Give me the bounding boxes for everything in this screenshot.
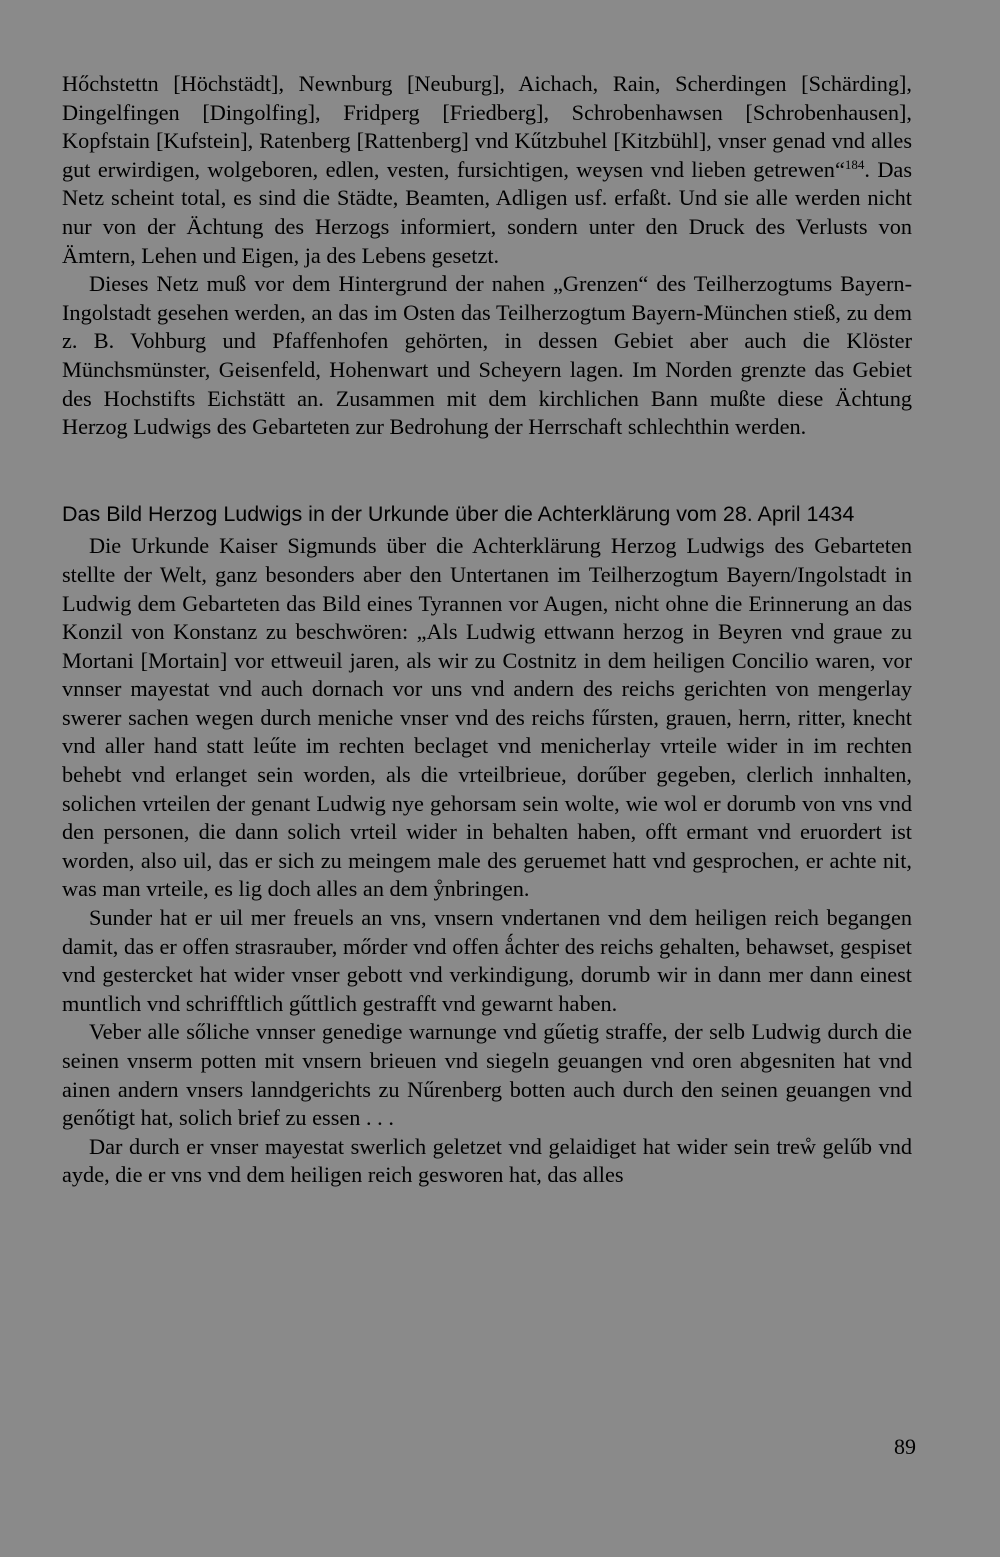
paragraph-6: Dar durch er vnser mayestat swerlich geletzet vnd gelaidiget hat wider sein treẘ gelűb vnd ayde, die er vns vnd dem heiligen reich gesworen hat, das alles — [62, 1133, 912, 1188]
paragraph-2: Dieses Netz muß vor dem Hintergrund der nahen „Grenzen“ des Teilherzogtums Bayern-Ingolstadt gesehen werden, an das im Osten das Teilherzogtum Bayern-München stieß, zu dem z. B. Vohburg und Pfaffenhofen gehörten, in dessen Gebiet aber auch die Klöster Münchsmünster, Geisenfeld, Hohenwart und Scheyern lagen. Im Norden grenzte das Gebiet des Hochstifts Eichstätt an. Zusammen mit dem kirchlichen Bann mußte diese Ächtung Herzog Ludwigs des Gebarteten zur Bedrohung der Herrschaft schlechthin werden. — [62, 271, 912, 440]
section-heading: Das Bild Herzog Ludwigs in der Urkunde über die Achterklärung vom 28. April 1434 — [62, 501, 855, 526]
paragraph-5: Veber alle sőliche vnnser genedige warnunge vnd gűetig straffe, der selb Ludwig durch die seinen vnserm potten mit vnsern brieuen vnd siegeln geuangen vnd oren abgesniten hat vnd ainen andern vnsers lanndgerichts zu Nűrenberg botten auch durch den seinen geuangen vnd genőtigt hat, solich brief zu essen . . . — [62, 1019, 912, 1131]
paragraph-1 — [62, 70, 912, 270]
paragraph-4: Sunder hat er uil mer freuels an vns, vnsern vndertanen vnd dem heiligen reich begangen damit, das er offen strasrauber, mőrder vnd offen ǻchter des reichs gehalten, behawset, gespiset vnd gestercket hat wider vnser gebott vnd verkindigung, dorumb wir in dann mer dann einest muntlich vnd schrifftlich gűttlich gestrafft vnd gewarnt haben. — [62, 905, 912, 1016]
paragraph-3: Die Urkunde Kaiser Sigmunds über die Achterklärung Herzog Ludwigs des Gebarteten stellte der Welt, ganz besonders aber den Untertanen im Teilherzogtum Bayern/Ingolstadt in Ludwig dem Gebarteten das Bild eines Tyrannen vor Augen, nicht ohne die Erinnerung an das Konzil von Konstanz zu beschwören: „Als Ludwig ettwann herzog in Beyren vnd graue zu Mortani [Mortain] vor ettweuil jaren, als wir zu Costnitz in dem heiligen Concilio waren, vor vnnser mayestat vnd auch dornach vor uns vnd andern des reichs gerichten von mengerlay swerer sachen wegen durch meniche vnser vnd des reichs fűrsten, grauen, herrn, ritter, knecht vnd aller hand statt leűte im rechten beclaget vnd menicherlay vrteile wider in im rechten behebt vnd erlanget sein worden, als die vrteilbrieue, dorűber gegeben, clerlich innhalten, solichen vrteilen der genant Ludwig nye gehorsam sein wolte, wie wol er dorumb von vns vnd den personen, die dann solich vrteil wider in behalten haben, offt ermant vnd eruordert ist worden, also uil, das er sich zu meingem male des geruemet hatt vnd gesprochen, er achte nit, was man vrteile, es lig doch alles an dem ẙnbringen. — [62, 533, 912, 902]
footnote-marker: 184 — [844, 156, 865, 172]
paragraph-1-rest: . Das Netz scheint total, es sind die Städte, Beamten, Adligen usf. erfaßt. Und sie alle werden nicht nur von der Ächtung des Herzogs informiert, sondern unter den Druck des Verlusts von Ämtern, Lehen und Eigen, ja des Lebens gesetzt. — [62, 156, 912, 268]
paragraph-1-text: Hőchstettn [Höchstädt], Newnburg [Neuburg], Aichach, Rain, Scherdingen [Schärding], Dingelfingen [Dingolfing], Fridperg [Friedberg], Schrobenhawsen [Schrobenhausen], Kopfstain [Kufstein], Ratenberg [Rattenberg] vnd Kűtzbuhel [Kitzbühl], vnser genad vnd alles gut erwirdigen, wolgeboren, edlen, vesten, fursichtigen, weysen vnd lieben getrewen“ — [62, 71, 912, 182]
page-body — [62, 70, 912, 1190]
page-number: 89 — [894, 1434, 916, 1459]
